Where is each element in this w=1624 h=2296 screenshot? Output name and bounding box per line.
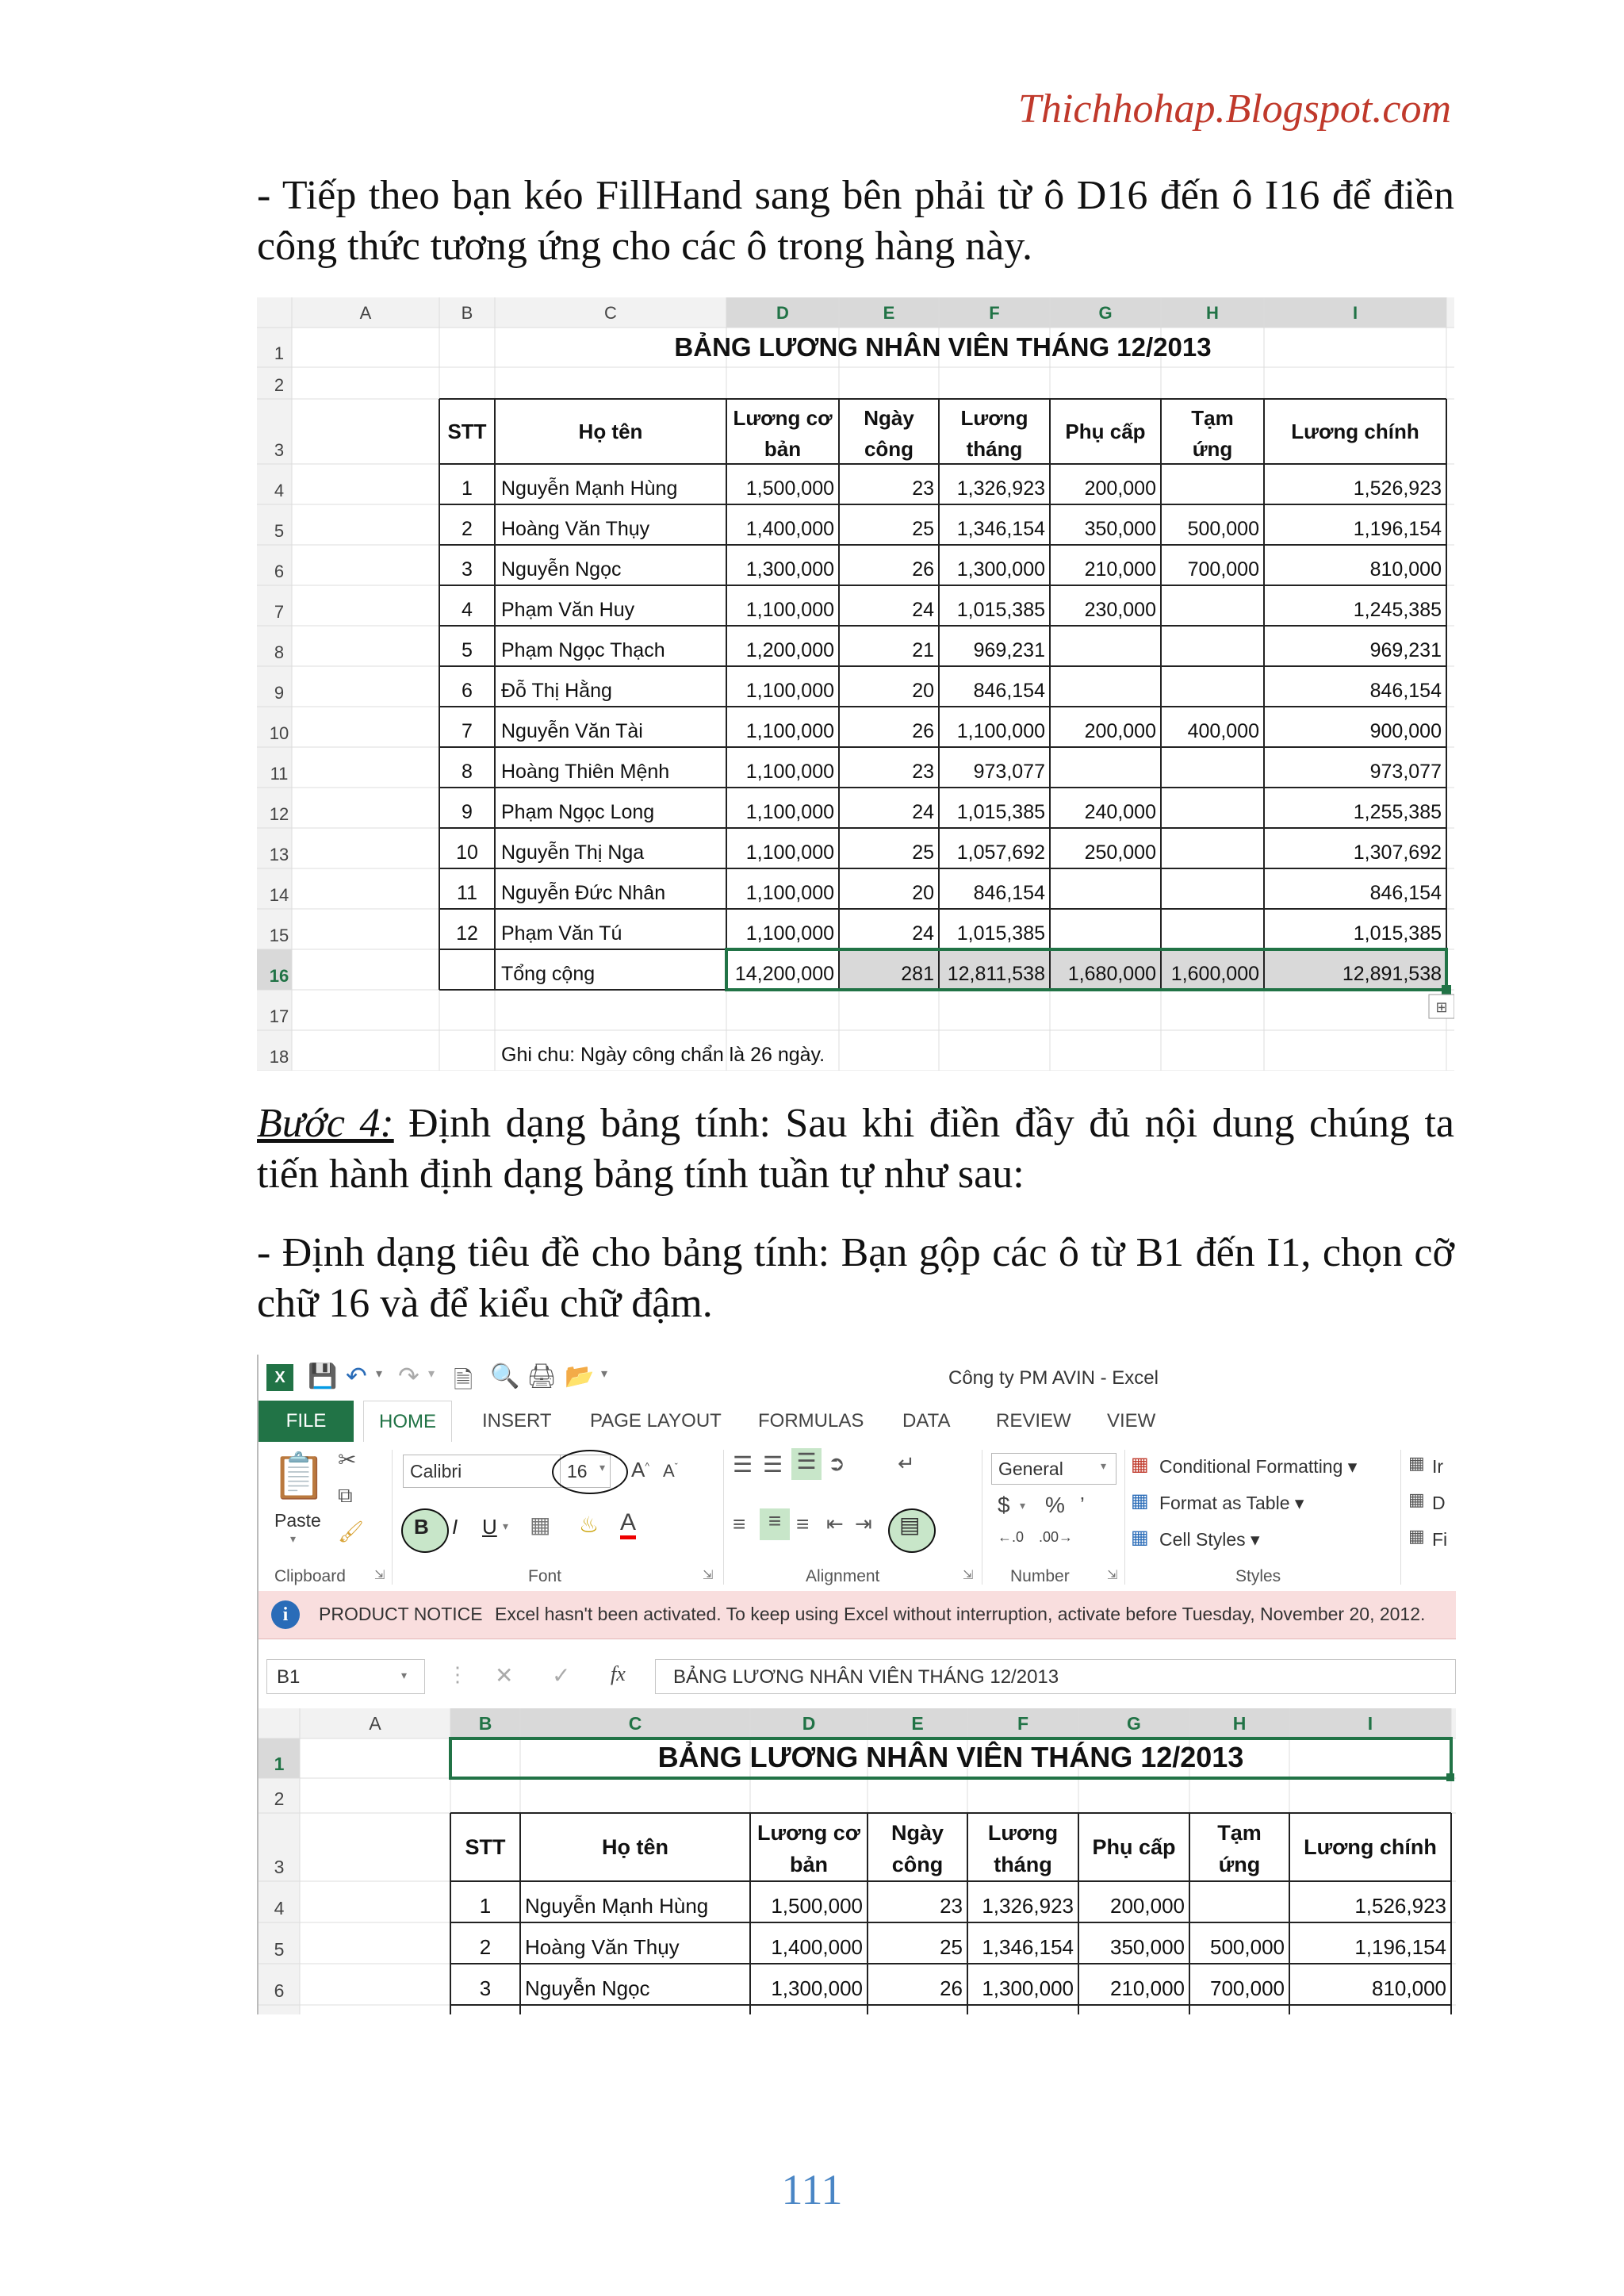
font-size-highlight-circle (552, 1450, 628, 1494)
redo-dropdown-icon[interactable]: ▾ (428, 1367, 435, 1381)
conditional-formatting-icon[interactable]: ▦ (1131, 1454, 1149, 1475)
number-format-select[interactable]: General (991, 1453, 1116, 1485)
table-cell: Phạm Văn Tú (501, 922, 622, 945)
tab-home[interactable]: HOME (363, 1401, 452, 1443)
table-cell: 14,200,000 (734, 963, 834, 985)
delete-cells-button[interactable]: D (1432, 1493, 1446, 1513)
row-number: 6 (274, 562, 285, 581)
group-label-clipboard: Clipboard (274, 1567, 346, 1585)
group-label-alignment: Alignment (806, 1567, 880, 1585)
table-cell: Tổng cộng (501, 963, 596, 985)
table-cell: 1,100,000 (745, 761, 834, 783)
redo-icon[interactable]: ↷ (398, 1362, 419, 1390)
spreadsheet-screenshot-1 (257, 297, 1454, 1071)
table-cell: 973,077 (1369, 761, 1442, 783)
table-cell: 1,196,154 (1353, 518, 1442, 540)
table-cell: Nguyễn Ngọc (501, 558, 622, 581)
row-number: 1 (274, 343, 285, 363)
table-cell: 6 (462, 680, 473, 702)
format-painter-icon[interactable]: 🖌 (338, 1520, 365, 1543)
align-middle-icon[interactable]: ☰ (763, 1452, 783, 1477)
table-cell: 1,100,000 (745, 841, 834, 864)
table-cell: 810,000 (1372, 1976, 1446, 2000)
row-number: 7 (274, 602, 285, 622)
table-cell: 1,326,923 (956, 477, 1045, 500)
table-cell: 3 (462, 558, 473, 581)
table-cell: 9 (462, 801, 473, 823)
table-header: bản (789, 1853, 829, 1876)
ribbon-home (259, 1442, 1456, 1592)
row-number: 13 (269, 845, 289, 864)
insert-cells-icon[interactable]: ▦ (1408, 1453, 1425, 1473)
table-cell: 1,400,000 (771, 1935, 863, 1959)
fill-color-icon[interactable]: ♨ (579, 1512, 599, 1537)
selected-columns-band (726, 297, 1446, 328)
table-cell: 1,100,000 (745, 599, 834, 621)
font-size-dropdown-icon[interactable]: ▾ (599, 1461, 606, 1474)
table-cell: 1,500,000 (745, 477, 834, 500)
italic-button[interactable]: I (452, 1515, 458, 1539)
table-cell: 350,000 (1110, 1935, 1185, 1959)
table-cell: 1,680,000 (1067, 963, 1156, 985)
table-cell: 12,891,538 (1342, 963, 1442, 985)
table-header: Lương cơ (733, 406, 833, 430)
name-box[interactable]: B1 (266, 1659, 425, 1694)
row-number: 15 (269, 926, 289, 945)
bold-button[interactable]: B (414, 1515, 429, 1539)
cut-icon[interactable]: ✂ (338, 1447, 357, 1472)
table-cell: 1,346,154 (982, 1935, 1074, 1959)
table-cell: 281 (901, 963, 934, 985)
column-letter-C: C (604, 303, 617, 323)
orientation-icon[interactable]: ➲ (828, 1451, 845, 1475)
table-cell: 3 (479, 1976, 492, 2000)
table-cell: 230,000 (1084, 599, 1156, 621)
table-cell: 1,015,385 (956, 922, 1045, 945)
notice-title: PRODUCT NOTICE (319, 1604, 483, 1624)
tab-data[interactable]: DATA (902, 1410, 951, 1432)
table-cell: Nguyễn Mạnh Hùng (525, 1894, 709, 1918)
sheet-note: Ghi chu: Ngày công chẩn là 26 ngày. (501, 1044, 825, 1066)
fill-handle (1446, 1773, 1454, 1781)
table-cell: 1,100,000 (745, 801, 834, 823)
table-header: Phụ cấp (1092, 1835, 1176, 1859)
save-icon[interactable]: 💾 (308, 1363, 338, 1389)
table-header: công (864, 437, 914, 461)
number-launcher-icon[interactable]: ⇲ (1107, 1569, 1118, 1582)
table-cell: 1,300,000 (745, 558, 834, 581)
column-letter-B: B (478, 1713, 492, 1734)
table-cell: 1 (462, 477, 473, 500)
table-cell: 1,245,385 (1353, 599, 1442, 621)
table-cell: 1,100,000 (956, 720, 1045, 742)
row-number: 1 (274, 1754, 285, 1774)
delete-cells-icon[interactable]: ▦ (1408, 1489, 1425, 1509)
row-number: 3 (274, 1857, 285, 1877)
underline-dropdown-icon[interactable]: ▾ (503, 1520, 509, 1532)
group-label-font: Font (528, 1567, 562, 1585)
table-header: Tạm (1191, 406, 1234, 430)
cell-styles-button[interactable]: Cell Styles ▾ (1159, 1529, 1260, 1550)
row-number: 10 (269, 723, 289, 743)
font-launcher-icon[interactable]: ⇲ (703, 1569, 714, 1582)
table-cell: 500,000 (1187, 518, 1259, 540)
table-cell: 1,255,385 (1353, 801, 1442, 823)
table-cell: 1,015,385 (956, 599, 1045, 621)
table-cell: 10 (456, 841, 478, 864)
table-cell: 4 (462, 599, 473, 621)
table-cell: Hoàng Thiên Mệnh (501, 761, 670, 783)
align-top-icon[interactable]: ☰ (733, 1452, 753, 1477)
ribbon-tabs (259, 1401, 1456, 1443)
undo-dropdown-icon[interactable]: ▾ (376, 1367, 383, 1381)
table-cell: Nguyễn Văn Tài (501, 720, 643, 742)
paste-icon[interactable]: 📋 (271, 1451, 327, 1501)
table-cell: 1,200,000 (745, 639, 834, 661)
table-cell: 1,300,000 (982, 1976, 1074, 2000)
enter-icon[interactable]: ✓ (552, 1663, 571, 1688)
decrease-indent-icon[interactable]: ⇤ (826, 1512, 844, 1535)
tab-file[interactable]: FILE (259, 1401, 354, 1442)
paragraph-title-format: - Định dạng tiêu đề cho bảng tính: Bạn gộp các ô từ B1 đến I1, chọn cỡ chữ 16 và để kiểu chữ đậm. (257, 1230, 1454, 1326)
table-cell: 1,300,000 (771, 1976, 863, 2000)
table-cell: 1,500,000 (771, 1894, 863, 1918)
column-letter-F: F (989, 303, 1000, 323)
table-cell: 1,526,923 (1353, 477, 1442, 500)
column-letter-H: H (1206, 303, 1219, 323)
table-cell: 12 (456, 922, 478, 945)
row-number: 4 (274, 481, 285, 500)
paste-dropdown-icon[interactable]: ▾ (290, 1532, 297, 1545)
table-cell: 210,000 (1110, 1976, 1185, 2000)
table-cell: 5 (462, 639, 473, 661)
table-cell: 23 (912, 477, 934, 500)
group-divider (1124, 1450, 1125, 1585)
formula-bar-more-icon: ⋮ (447, 1662, 468, 1686)
table-cell: 1,100,000 (745, 882, 834, 904)
table-cell: 1,015,385 (1353, 922, 1442, 945)
table-cell: Hoàng Văn Thụy (501, 518, 650, 540)
column-letter-B: B (461, 303, 473, 323)
increase-font-icon[interactable]: A^ (631, 1458, 649, 1481)
table-cell: 2 (462, 518, 473, 540)
group-divider (392, 1450, 393, 1585)
table-cell: 1,526,923 (1354, 1894, 1446, 1918)
row-number: 2 (274, 1788, 285, 1809)
insert-function-button[interactable]: fx (611, 1662, 626, 1685)
table-header: tháng (994, 1853, 1052, 1876)
align-left-icon[interactable]: ≡ (733, 1512, 746, 1536)
table-cell: 26 (940, 1976, 963, 2000)
merge-center-icon[interactable]: ▤ (899, 1512, 921, 1537)
row-number: 2 (274, 375, 285, 395)
table-cell: 210,000 (1084, 558, 1156, 581)
table-cell: 25 (912, 841, 934, 864)
column-letter-A: A (369, 1713, 381, 1734)
column-letter-G: G (1098, 303, 1113, 323)
table-cell: 500,000 (1210, 1935, 1285, 1959)
copy-icon[interactable]: ⧉ (338, 1483, 353, 1507)
group-divider (1400, 1450, 1401, 1585)
table-cell: 23 (940, 1894, 963, 1918)
table-cell: 23 (912, 761, 934, 783)
table-cell: 21 (912, 639, 934, 661)
tab-page-layout[interactable]: PAGE LAYOUT (590, 1410, 722, 1432)
notice-text: Excel hasn't been activated. To keep using Excel without interruption, activate before Tuesday, November 20, 2012. (495, 1604, 1426, 1624)
table-cell: 26 (912, 558, 934, 581)
table-header: Phụ cấp (1065, 420, 1146, 443)
window-title: Công ty PM AVIN - Excel (948, 1367, 1159, 1389)
table-cell: 350,000 (1084, 518, 1156, 540)
table-cell: Hoàng Văn Thụy (525, 1935, 680, 1959)
step4-label: Bước 4: (257, 1101, 394, 1146)
table-cell: Phạm Ngọc Long (501, 801, 655, 823)
table-cell: 700,000 (1210, 1976, 1285, 2000)
table-cell: 400,000 (1187, 720, 1259, 742)
table-cell: 1,400,000 (745, 518, 834, 540)
table-cell: 900,000 (1369, 720, 1442, 742)
row-number: 8 (274, 642, 285, 662)
row-number: 11 (270, 764, 289, 784)
site-watermark: Thichhohap.Blogspot.com (1018, 86, 1451, 132)
undo-icon[interactable]: ↶ (346, 1362, 367, 1390)
row-number: 3 (274, 440, 285, 460)
paragraph-step4 (257, 1098, 1454, 1200)
table-cell: 7 (462, 720, 473, 742)
table-cell: 1,307,692 (1353, 841, 1442, 864)
table-cell: 846,154 (1369, 882, 1442, 904)
table-cell: 1,100,000 (745, 680, 834, 702)
table-cell: 2 (479, 1935, 492, 1959)
table-cell: Phạm Văn Huy (501, 599, 635, 621)
table-cell: 1,057,692 (956, 841, 1045, 864)
row-number: 5 (274, 1939, 285, 1960)
info-icon: i (271, 1600, 300, 1629)
table-header: tháng (966, 437, 1023, 461)
formula-bar (259, 1656, 1456, 1699)
format-as-table-button[interactable]: Format as Table ▾ (1159, 1493, 1304, 1513)
cell-styles-icon[interactable]: ▦ (1131, 1527, 1149, 1548)
formula-input[interactable]: BẢNG LƯƠNG NHÂN VIÊN THÁNG 12/2013 (655, 1659, 1456, 1694)
excel-logo-icon: X (266, 1364, 293, 1391)
accounting-dropdown-icon[interactable]: ▾ (1020, 1499, 1026, 1512)
group-label-number: Number (1010, 1567, 1070, 1585)
table-header: Lương cơ (757, 1821, 860, 1845)
alignment-launcher-icon[interactable]: ⇲ (963, 1569, 974, 1582)
table-cell: 200,000 (1110, 1894, 1185, 1918)
table-header: bản (764, 437, 802, 461)
table-header: Lương chính (1291, 420, 1419, 443)
excel-window-screenshot (257, 1355, 1456, 2014)
table-cell: Đỗ Thị Hằng (501, 680, 612, 702)
conditional-formatting-button[interactable]: Conditional Formatting ▾ (1159, 1456, 1358, 1477)
row-number: 17 (269, 1006, 289, 1026)
page-number: 111 (781, 2166, 843, 2214)
table-cell: 11 (457, 882, 477, 904)
format-as-table-icon[interactable]: ▦ (1131, 1490, 1149, 1512)
spelling-icon[interactable]: 🖨 (527, 1363, 557, 1389)
decrease-decimal-icon[interactable]: .00→ (1039, 1529, 1074, 1545)
table-cell: 1 (479, 1894, 492, 1918)
increase-decimal-icon[interactable]: ←.0 (998, 1529, 1025, 1545)
table-cell: 200,000 (1084, 720, 1156, 742)
table-cell: 846,154 (973, 680, 1045, 702)
table-cell: Nguyễn Đức Nhân (501, 882, 666, 904)
table-cell: Nguyễn Thị Nga (501, 841, 645, 864)
font-size-input[interactable]: 16 (560, 1455, 611, 1488)
clipboard-launcher-icon[interactable]: ⇲ (374, 1569, 385, 1582)
font-color-icon[interactable]: A (620, 1510, 636, 1539)
table-header: Lương (960, 406, 1028, 430)
column-letter-I: I (1352, 303, 1358, 323)
table-cell: 24 (912, 599, 934, 621)
open-folder-icon[interactable]: 📂 (565, 1363, 595, 1389)
tab-review[interactable]: REVIEW (996, 1410, 1071, 1432)
table-cell: 700,000 (1187, 558, 1259, 581)
column-letter-D: D (802, 1713, 816, 1734)
table-cell: 12,811,538 (947, 963, 1045, 985)
title-bar (259, 1355, 1456, 1401)
group-label-styles: Styles (1235, 1567, 1281, 1585)
row-number: 4 (274, 1898, 285, 1918)
format-cells-button[interactable]: Fi (1432, 1529, 1448, 1550)
column-letter-G: G (1127, 1713, 1141, 1734)
align-right-icon[interactable]: ≡ (796, 1512, 810, 1536)
fill-handle (1442, 985, 1451, 995)
table-cell: 1,346,154 (956, 518, 1045, 540)
table-cell: 846,154 (973, 882, 1045, 904)
table-cell: 969,231 (1369, 639, 1442, 661)
table-header: STT (465, 1835, 506, 1859)
row-number: 5 (274, 521, 285, 541)
table-header: STT (447, 420, 487, 443)
table-header: ứng (1192, 437, 1233, 461)
table-cell: 26 (912, 720, 934, 742)
table-cell: 250,000 (1084, 841, 1156, 864)
format-cells-icon[interactable]: ▦ (1408, 1526, 1425, 1546)
table-cell: 240,000 (1084, 801, 1156, 823)
table-cell: 810,000 (1369, 558, 1442, 581)
table-cell: 1,100,000 (745, 922, 834, 945)
column-letter-I: I (1367, 1713, 1373, 1734)
table-cell: 20 (912, 882, 934, 904)
table-cell: 1,015,385 (956, 801, 1045, 823)
table-cell: 25 (940, 1935, 963, 1959)
tab-insert[interactable]: INSERT (482, 1410, 552, 1432)
paragraph-fillhand: - Tiếp theo bạn kéo FillHand sang bên phải từ ô D16 đến ô I16 để điền công thức tương ứng cho các ô trong hàng này. (257, 173, 1454, 269)
table-cell: 8 (462, 761, 473, 783)
table-cell: 846,154 (1369, 680, 1442, 702)
table-cell: 24 (912, 922, 934, 945)
font-name-input[interactable]: Calibri (403, 1455, 561, 1488)
tab-formulas[interactable]: FORMULAS (758, 1410, 864, 1432)
table-cell: 24 (912, 801, 934, 823)
table-header: công (891, 1853, 944, 1876)
table-cell: 25 (912, 518, 934, 540)
table-header: Ngày (891, 1821, 944, 1845)
table-cell: 1,100,000 (745, 720, 834, 742)
row-number: 16 (269, 966, 289, 986)
table-cell: Phạm Ngọc Thạch (501, 639, 665, 661)
table-header: Lương chính (1304, 1835, 1437, 1859)
table-header: ứng (1218, 1853, 1261, 1876)
print-preview-icon[interactable]: 🔍 (490, 1363, 520, 1389)
table-cell: 1,196,154 (1354, 1935, 1446, 1959)
comma-style-icon[interactable]: ’ (1080, 1493, 1085, 1516)
column-letter-E: E (883, 303, 895, 323)
column-letter-H: H (1232, 1713, 1247, 1734)
column-letter-D: D (776, 303, 789, 323)
cancel-icon[interactable]: ✕ (495, 1663, 514, 1688)
table-header: Họ tên (578, 420, 643, 443)
table-header: Lương (987, 1821, 1059, 1845)
table-cell: 1,326,923 (982, 1894, 1074, 1918)
auto-fill-options-glyph: ⊞ (1435, 999, 1448, 1015)
underline-button[interactable]: U (482, 1515, 497, 1539)
table-cell: Nguyễn Ngọc (525, 1976, 650, 2000)
percent-style-icon[interactable]: % (1045, 1493, 1065, 1517)
table-cell: 1,300,000 (956, 558, 1045, 581)
group-divider (723, 1450, 724, 1585)
new-document-icon[interactable]: 🗎 (454, 1367, 473, 1393)
row-number: 18 (269, 1047, 289, 1067)
table-cell: 1,600,000 (1170, 963, 1259, 985)
table-header: Họ tên (602, 1835, 668, 1859)
borders-icon[interactable]: ▦ (530, 1512, 551, 1537)
align-bottom-icon[interactable]: ☰ (791, 1448, 822, 1480)
column-letter-A: A (359, 303, 372, 323)
tab-view[interactable]: VIEW (1107, 1410, 1156, 1432)
sheet-title: BẢNG LƯƠNG NHÂN VIÊN THÁNG 12/2013 (674, 332, 1212, 362)
paste-label[interactable]: Paste (274, 1510, 321, 1531)
customize-toolbar-icon[interactable]: ▾ (601, 1367, 608, 1381)
number-format-dropdown-icon[interactable]: ▾ (1101, 1459, 1107, 1472)
column-letter-F: F (1017, 1713, 1029, 1734)
align-center-icon[interactable]: ≡ (760, 1508, 790, 1540)
table-cell: 200,000 (1084, 477, 1156, 500)
insert-cells-button[interactable]: Ir (1432, 1456, 1444, 1477)
increase-indent-icon[interactable]: ⇥ (855, 1512, 872, 1535)
column-letter-C: C (628, 1713, 642, 1734)
table-cell: Nguyễn Mạnh Hùng (501, 477, 678, 500)
column-letter-E: E (911, 1713, 924, 1734)
table-cell: 969,231 (973, 639, 1045, 661)
wrap-text-icon[interactable]: ↵ (898, 1451, 915, 1475)
step4-text: Định dạng bảng tính: Sau khi điền đầy đủ nội dung chúng ta tiến hành định dạng bảng tính tuần tự như sau: (257, 1101, 1454, 1197)
row-number: 14 (269, 885, 289, 905)
worksheet-grid (259, 1708, 1456, 2014)
accounting-format-icon[interactable]: $ (998, 1493, 1010, 1517)
row-number: 6 (274, 1980, 285, 2001)
table-cell: 20 (912, 680, 934, 702)
table-header: Tạm (1217, 1821, 1262, 1845)
row-number: 9 (274, 683, 285, 703)
product-notice-bar (259, 1591, 1456, 1639)
sheet-title: BẢNG LƯƠNG NHÂN VIÊN THÁNG 12/2013 (657, 1741, 1244, 1773)
table-header: Ngày (864, 406, 914, 430)
decrease-font-icon[interactable]: $A^ˇ$ (663, 1461, 678, 1481)
name-box-dropdown-icon[interactable]: ▾ (401, 1669, 408, 1681)
row-number: 12 (269, 804, 289, 824)
table-cell: 973,077 (973, 761, 1045, 783)
selected-columns-band (450, 1708, 1451, 1738)
